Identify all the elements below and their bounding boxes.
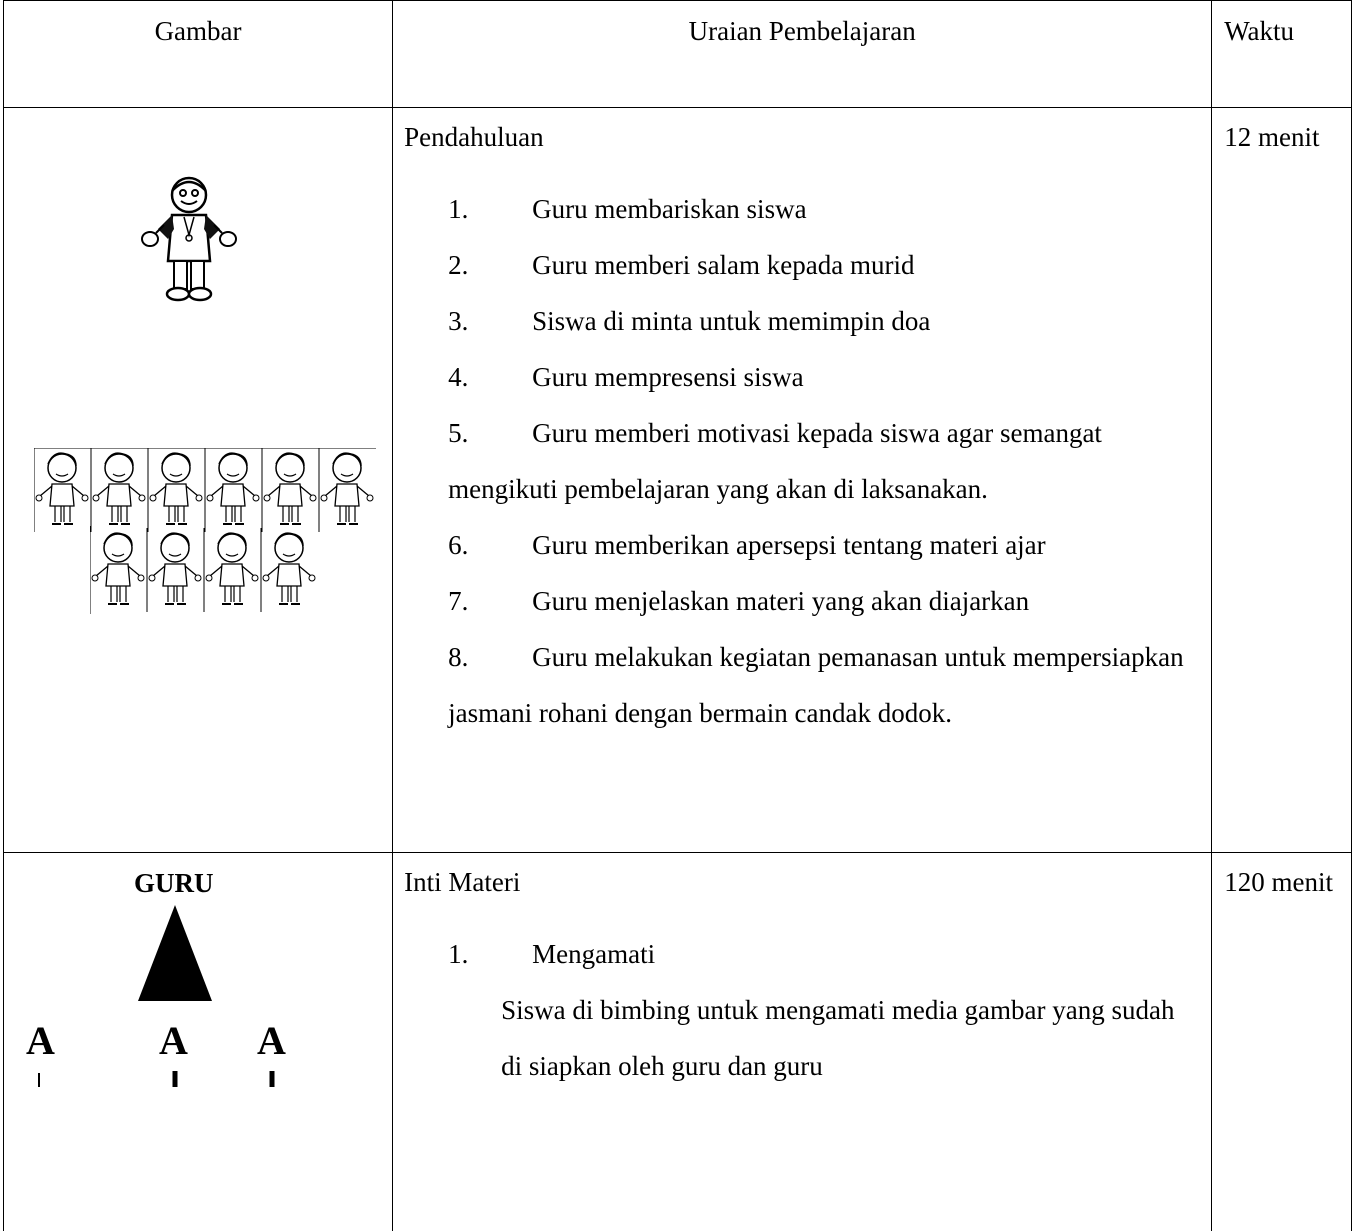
header-gambar: Gambar — [4, 1, 393, 108]
step-text: Guru memberi salam kepada murid — [532, 250, 915, 281]
teacher-triangle-icon — [138, 905, 212, 1001]
teacher-figure — [134, 173, 244, 313]
list-item — [393, 237, 1211, 293]
header-waktu: Waktu — [1212, 1, 1352, 108]
header-uraian: Uraian Pembelajaran — [393, 1, 1212, 108]
list-item — [393, 405, 1211, 517]
student-label-2: A — [159, 1018, 188, 1063]
step-text: Guru menjelaskan materi yang akan diajarkan — [532, 586, 1030, 617]
student-label-3: A — [257, 1018, 286, 1063]
step-number: 1. — [448, 939, 469, 970]
pendahuluan-time: 12 menit — [1224, 122, 1320, 152]
list-item — [393, 926, 1211, 982]
step-number: 5. — [448, 418, 469, 449]
list-item — [393, 517, 1211, 573]
step-text: Guru membariskan siswa — [532, 194, 807, 225]
pendahuluan-steps — [393, 181, 1211, 741]
list-item — [393, 293, 1211, 349]
step-text: Guru memberi motivasi kepada siswa agar semangat mengikuti pembelajaran yang akan di laksanakan. — [448, 418, 1102, 505]
list-item — [393, 349, 1211, 405]
step-number: 8. — [448, 642, 469, 673]
pendahuluan-image-cell — [4, 108, 393, 853]
students-row-2-figures — [90, 526, 318, 614]
section-title-pendahuluan: Pendahuluan — [404, 122, 544, 152]
student-label-1: A — [26, 1018, 55, 1063]
pendahuluan-content-cell — [393, 108, 1212, 853]
list-item — [393, 629, 1211, 741]
inti-steps — [393, 926, 1211, 982]
step-text: Mengamati — [532, 939, 656, 970]
step-number: 1. — [448, 194, 469, 225]
row-inti — [4, 853, 1352, 1231]
students-row-2 — [90, 526, 318, 621]
step-number: 4. — [448, 362, 469, 393]
inti-image-cell — [4, 853, 393, 1231]
step-text: Guru mempresensi siswa — [532, 362, 804, 393]
step-number: 7. — [448, 586, 469, 617]
inti-time: 120 menit — [1224, 867, 1333, 897]
inti-time-cell — [1212, 853, 1352, 1231]
section-title-inti: Inti Materi — [404, 867, 521, 897]
list-item — [393, 181, 1211, 237]
lesson-plan-table — [3, 0, 1352, 1231]
inti-paragraph: Siswa di bimbing untuk mengamati media gambar yang sudah di siapkan oleh guru dan guru — [501, 995, 1175, 1082]
students-row-1-figures — [34, 448, 376, 532]
step-text: Guru memberikan apersepsi tentang materi ajar — [532, 530, 1046, 561]
row-pendahuluan — [4, 108, 1352, 853]
step-number: 6. — [448, 530, 469, 561]
student-marker-lines — [4, 1067, 397, 1087]
pendahuluan-time-cell — [1212, 108, 1352, 853]
step-number: 3. — [448, 306, 469, 337]
list-item — [393, 573, 1211, 629]
inti-content-cell — [393, 853, 1212, 1231]
step-number: 2. — [448, 250, 469, 281]
guru-label: GURU — [134, 868, 214, 898]
header-row — [4, 1, 1352, 108]
step-text: Siswa di minta untuk memimpin doa — [532, 306, 931, 337]
step-text: Guru melakukan kegiatan pemanasan untuk mempersiapkan jasmani rohani dengan bermain candak dodok. — [448, 642, 1184, 729]
